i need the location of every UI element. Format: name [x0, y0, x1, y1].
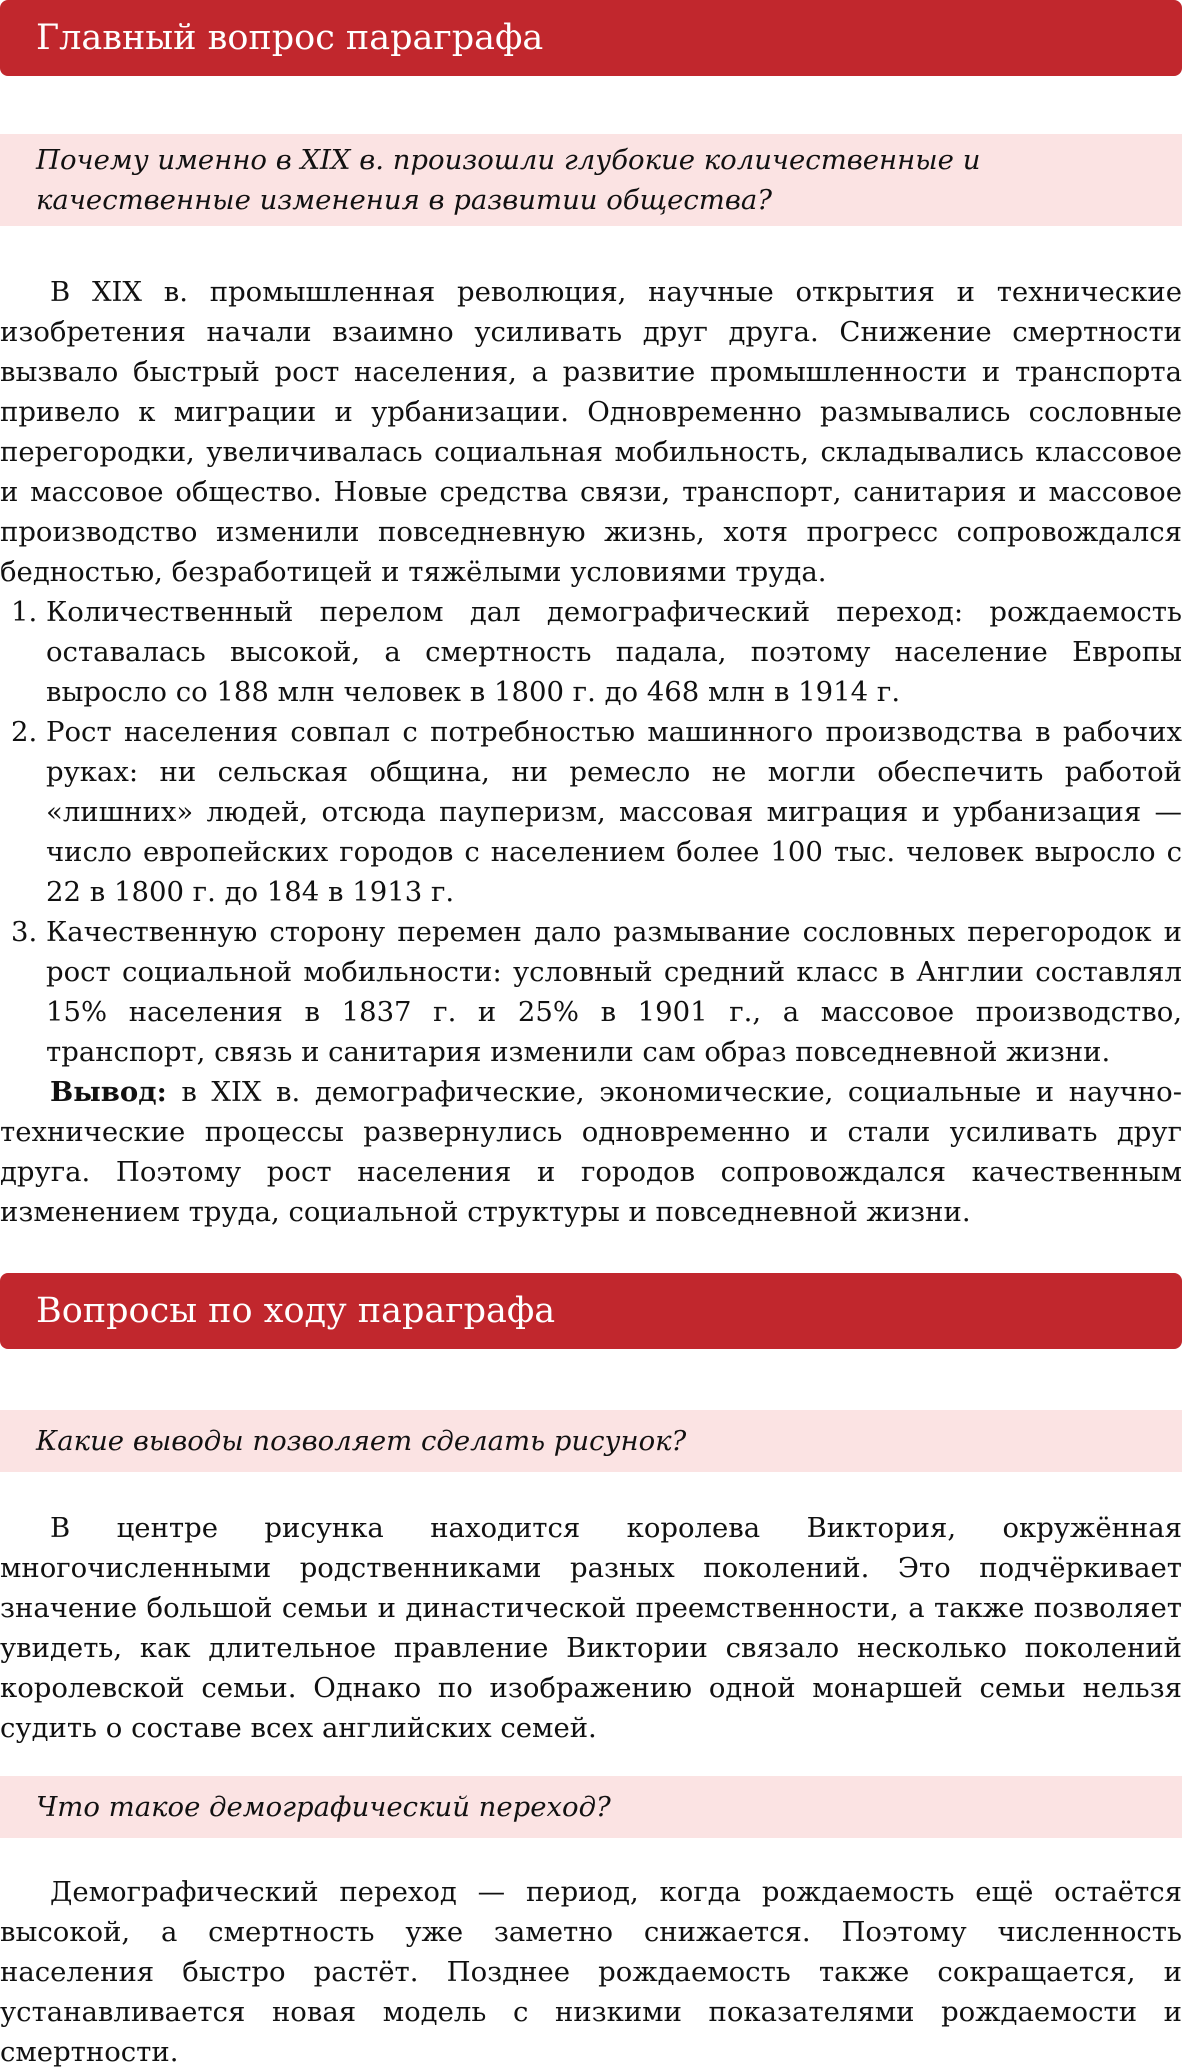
section-title: Вопросы по ходу параграфа: [36, 1291, 556, 1331]
question-box: [0, 134, 1182, 226]
question-text: Какие выводы позволяет сделать рисунок?: [36, 1425, 687, 1457]
conclusion-label: Вывод:: [50, 1076, 167, 1108]
answer-paragraph: В центре рисунка находится королева Виктория, окружённая многочисленными родственниками разных поколений. Это подчёркивает значение большой семьи и династической преемственности, а также позволяет увидеть, как длительное правление Виктории связало несколько поколений королевской семьи. Однако по изображению одной монаршей семьи нельзя судить о составе всех английских семей.: [0, 1512, 1182, 1744]
section-header-paragraph-questions: [0, 1273, 1182, 1349]
conclusion-paragraph: [0, 1072, 1182, 1232]
question-box: [0, 1410, 1182, 1472]
answer-point: 2. Рост населения совпал с потребностью машинного производства в рабочих руках: ни сельская община, ни ремесло не могли обеспечить работой «лишних» людей, отсюда пауперизм, массовая миграция и урбанизация — число европейских городов с населением более 100 тыс. человек выросло с 22 в 1800 г. до 184 в 1913 г.: [46, 712, 1182, 912]
answer-points-list: [0, 592, 1182, 1072]
question-text: Почему именно в XIX в. произошли глубокие количественные и качественные изменения в развитии общества?: [36, 144, 981, 216]
answer-point: 1. Количественный перелом дал демографический переход: рождаемость оставалась высокой, а смертность падала, поэтому население Европы выросло со 188 млн человек в 1800 г. до 468 млн в 1914 г.: [46, 592, 1182, 712]
answer-block: [0, 272, 1182, 1232]
section-title: Главный вопрос параграфа: [36, 18, 544, 58]
answer-block: [0, 1508, 1182, 1748]
section-header-main-question: [0, 0, 1182, 76]
question-text: Что такое демографический переход?: [36, 1791, 611, 1823]
question-box: [0, 1776, 1182, 1838]
answer-block: [0, 1872, 1182, 2072]
answer-intro: В XIX в. промышленная революция, научные открытия и технические изобретения начали взаимно усиливать друг друга. Снижение смертности вызвало быстрый рост населения, а развитие промышленности и транспорта привело к миграции и урбанизации. Одновременно размывались сословные перегородки, увеличивалась социальная мобильность, складывались классовое и массовое общество. Новые средства связи, транспорт, санитария и массовое производство изменили повседневную жизнь, хотя прогресс сопровождался бедностью, безработицей и тяжёлыми условиями труда.: [0, 276, 1182, 588]
conclusion-text: в XIX в. демографические, экономические, социальные и научно-технические процессы развернулись одновременно и стали усиливать друг друга. Поэтому рост населения и городов сопровождался качественным изменением труда, социальной структуры и повседневной жизни.: [0, 1076, 1182, 1228]
answer-point: 3. Качественную сторону перемен дало размывание сословных перегородок и рост социальной мобильности: условный средний класс в Англии составлял 15% населения в 1837 г. и 25% в 1901 г., а массовое производство, транспорт, связь и санитария изменили сам образ повседневной жизни.: [46, 912, 1182, 1072]
answer-paragraph: Демографический переход — период, когда рождаемость ещё остаётся высокой, а смертность уже заметно снижается. Поэтому численность населения быстро растёт. Позднее рождаемость также сокращается, и устанавливается новая модель с низкими показателями рождаемости и смертности.: [0, 1876, 1182, 2068]
